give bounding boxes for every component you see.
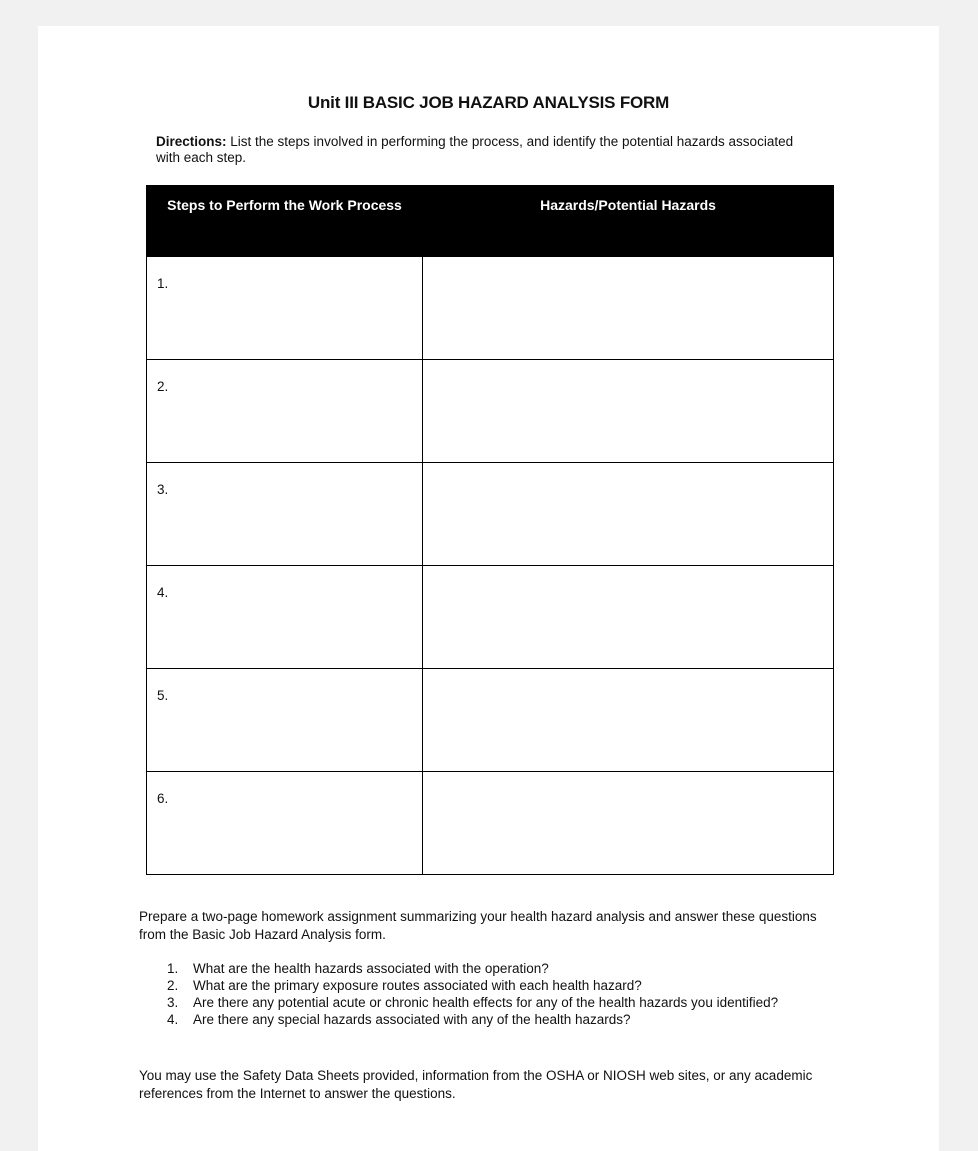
question-number: 2. <box>167 978 179 993</box>
form-title: Unit III BASIC JOB HAZARD ANALYSIS FORM <box>307 93 670 112</box>
hazard-cell-2[interactable] <box>423 360 834 463</box>
question-text: What are the primary exposure routes associated with each health hazard? <box>193 978 642 993</box>
questions-list <box>160 960 800 1028</box>
table-row <box>147 772 834 875</box>
table-row <box>147 566 834 669</box>
step-cell-1[interactable]: 1. <box>147 257 423 360</box>
assignment-instructions: Prepare a two-page homework assignment summarizing your health hazard analysis and answer these questions from the Basic Job Hazard Analysis form. <box>139 909 817 942</box>
table-row <box>147 669 834 772</box>
directions-text <box>156 134 796 166</box>
header-hazards: Hazards/Potential Hazards <box>423 186 834 257</box>
table-row <box>147 360 834 463</box>
directions-body: List the steps involved in performing the process, and identify the potential hazards associated with each step. <box>156 134 794 165</box>
header-steps: Steps to Perform the Work Process <box>147 186 423 257</box>
step-cell-5[interactable]: 5. <box>147 669 423 772</box>
step-cell-2[interactable]: 2. <box>147 360 423 463</box>
hazard-cell-3[interactable] <box>423 463 834 566</box>
hazard-analysis-table <box>146 185 834 875</box>
question-text: Are there any potential acute or chronic health effects for any of the health hazards you identified? <box>193 995 779 1010</box>
list-item <box>160 994 800 1011</box>
table-row <box>147 463 834 566</box>
directions-label: Directions: <box>156 134 227 149</box>
hazard-cell-4[interactable] <box>423 566 834 669</box>
step-cell-3[interactable]: 3. <box>147 463 423 566</box>
list-item <box>160 977 800 994</box>
table-row <box>147 257 834 360</box>
document-page <box>38 26 939 1151</box>
hazard-cell-1[interactable] <box>423 257 834 360</box>
closing-note: You may use the Safety Data Sheets provided, information from the OSHA or NIOSH web sites, or any academic references from the Internet to answer the questions. <box>139 1068 813 1101</box>
step-cell-4[interactable]: 4. <box>147 566 423 669</box>
step-cell-6[interactable]: 6. <box>147 772 423 875</box>
question-number: 4. <box>167 1012 179 1027</box>
list-item <box>160 960 800 977</box>
list-item <box>160 1011 800 1028</box>
table-header-row <box>147 186 834 257</box>
question-number: 3. <box>167 995 179 1010</box>
question-text: What are the health hazards associated with the operation? <box>193 961 549 976</box>
question-number: 1. <box>167 961 179 976</box>
hazard-cell-5[interactable] <box>423 669 834 772</box>
hazard-cell-6[interactable] <box>423 772 834 875</box>
question-text: Are there any special hazards associated with any of the health hazards? <box>193 1012 631 1027</box>
